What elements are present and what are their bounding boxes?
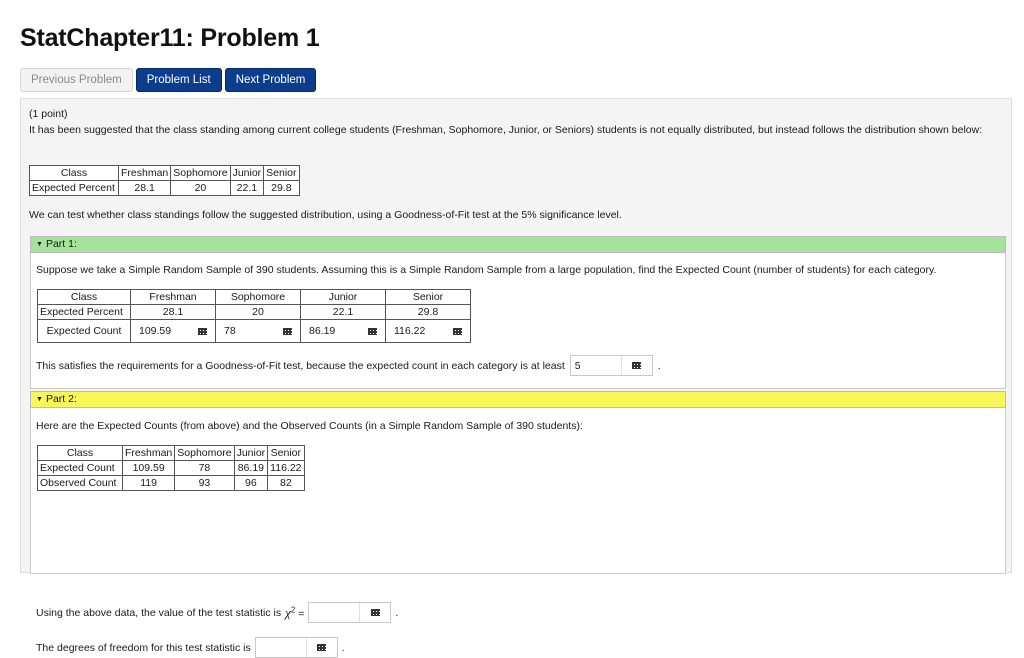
previous-problem-button[interactable]: Previous Problem xyxy=(20,68,133,92)
table-header: Junior xyxy=(230,166,264,181)
row-label: Expected Percent xyxy=(30,181,119,196)
grid-icon[interactable] xyxy=(368,328,377,335)
chi-square-input[interactable] xyxy=(308,602,391,623)
table-header: Class xyxy=(38,446,123,461)
answer-cell[interactable] xyxy=(301,320,386,343)
table-header: Junior xyxy=(301,290,386,305)
part2-question: Here are the Expected Counts (from above) and the Observed Counts (in a Simple Random Sample of 390 students): xyxy=(36,420,583,432)
distribution-table xyxy=(29,165,300,196)
table-header: Senior xyxy=(268,446,304,461)
requirement-line xyxy=(36,355,661,376)
table-row xyxy=(38,320,471,343)
table-header: Sophomore xyxy=(171,166,230,181)
table-cell: 22.1 xyxy=(301,305,386,320)
table-header: Senior xyxy=(264,166,299,181)
table-cell: 82 xyxy=(268,476,304,491)
table-cell: 22.1 xyxy=(230,181,264,196)
row-label: Observed Count xyxy=(38,476,123,491)
answer-cell[interactable] xyxy=(131,320,216,343)
answer-value: 86.19 xyxy=(309,325,336,337)
table-header: Sophomore xyxy=(216,290,301,305)
table-header: Sophomore xyxy=(175,446,234,461)
part1-header[interactable] xyxy=(30,236,1006,253)
equation-editor-button[interactable] xyxy=(359,603,390,622)
table-row xyxy=(38,476,305,491)
problem-body xyxy=(20,98,1012,654)
equation-editor-button[interactable] xyxy=(306,638,337,657)
chi-square-text: Using the above data, the value of the test statistic is xyxy=(36,606,282,619)
collapse-triangle-icon: ▼ xyxy=(36,241,43,248)
requirement-text: This satisfies the requirements for a Goodness-of-Fit test, because the expected count in each category is at least xyxy=(36,359,565,372)
table-cell: 20 xyxy=(171,181,230,196)
equation-editor-button[interactable] xyxy=(621,356,652,375)
table-cell: 96 xyxy=(234,476,268,491)
chi-square-symbol: $\chi^2$ = xyxy=(285,604,305,620)
table-cell: 28.1 xyxy=(119,181,171,196)
table-cell: 29.8 xyxy=(386,305,471,320)
answer-value: 109.59 xyxy=(139,325,172,337)
table-header: Senior xyxy=(386,290,471,305)
chi-square-line xyxy=(36,602,398,623)
row-label: Expected Percent xyxy=(38,305,131,320)
answer-value: 116.22 xyxy=(394,325,426,337)
expected-count-table xyxy=(37,289,471,343)
grid-icon xyxy=(371,609,380,616)
grid-icon[interactable] xyxy=(283,328,292,335)
table-row xyxy=(38,446,305,461)
grid-icon xyxy=(632,362,641,369)
df-input[interactable] xyxy=(255,637,338,658)
table-row xyxy=(30,181,300,196)
grid-icon[interactable] xyxy=(198,328,207,335)
part2-body xyxy=(30,408,1006,654)
degrees-of-freedom-line xyxy=(36,637,345,658)
table-cell: 86.19 xyxy=(234,461,268,476)
part1-question: Suppose we take a Simple Random Sample of 390 students. Assuming this is a Simple Random Sample from a large population, find the Expected Count (number of students) for each category. xyxy=(36,264,937,276)
table-cell: 93 xyxy=(175,476,234,491)
table-cell: 119 xyxy=(123,476,175,491)
table-cell: 109.59 xyxy=(123,461,175,476)
problem-navigation xyxy=(20,68,316,92)
answer-cell[interactable] xyxy=(216,320,301,343)
table-cell: 78 xyxy=(175,461,234,476)
table-row xyxy=(30,166,300,181)
table-row xyxy=(38,290,471,305)
period: . xyxy=(341,641,345,654)
df-text: The degrees of freedom for this test statistic is xyxy=(36,641,251,654)
table-row xyxy=(38,305,471,320)
part2-header[interactable] xyxy=(30,391,1006,408)
table-header: Class xyxy=(30,166,119,181)
row-label: Expected Count xyxy=(38,320,131,343)
table-header: Freshman xyxy=(123,446,175,461)
part1-body xyxy=(30,253,1006,389)
table-row xyxy=(38,461,305,476)
table-cell: 20 xyxy=(216,305,301,320)
table-cell: 116.22 xyxy=(268,461,304,476)
answer-cell[interactable] xyxy=(386,320,471,343)
table-cell: 29.8 xyxy=(264,181,299,196)
period: . xyxy=(395,606,399,619)
part1-title: Part 1: xyxy=(45,238,77,250)
period: . xyxy=(657,359,661,372)
part2-title: Part 2: xyxy=(45,393,77,405)
page-title: StatChapter11: Problem 1 xyxy=(20,24,320,52)
grid-icon xyxy=(317,644,326,651)
table-cell: 28.1 xyxy=(131,305,216,320)
points-label: (1 point) xyxy=(29,108,68,120)
table-header: Freshman xyxy=(119,166,171,181)
table-header: Junior xyxy=(234,446,268,461)
collapse-triangle-icon: ▼ xyxy=(36,396,43,403)
gof-description: We can test whether class standings follow the suggested distribution, using a Goodness-of-Fit test at the 5% significance level. xyxy=(29,209,622,221)
next-problem-button[interactable]: Next Problem xyxy=(225,68,317,92)
answer-value: 78 xyxy=(224,325,236,337)
requirement-value: 5 xyxy=(574,359,581,372)
table-header: Class xyxy=(38,290,131,305)
requirement-input[interactable] xyxy=(570,355,653,376)
problem-list-button[interactable]: Problem List xyxy=(136,68,222,92)
problem-intro: It has been suggested that the class standing among current college students (Freshman, Sophomore, Junior, or Seniors) students is not equally distributed, but instead follows the distribution shown below: xyxy=(29,124,983,136)
observed-count-table xyxy=(37,445,305,491)
table-header: Freshman xyxy=(131,290,216,305)
grid-icon[interactable] xyxy=(453,328,462,335)
row-label: Expected Count xyxy=(38,461,123,476)
